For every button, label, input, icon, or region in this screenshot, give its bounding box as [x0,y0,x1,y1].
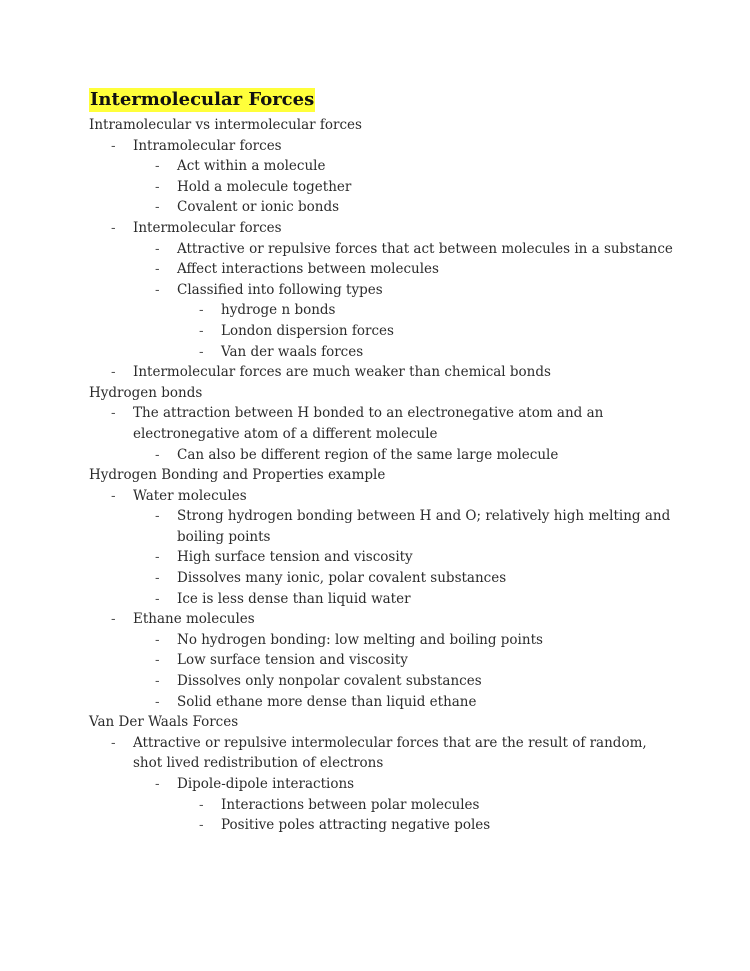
list-item [89,259,689,280]
list-item [89,506,689,547]
list-item [89,589,689,610]
list-item-text: Dipole-dipole interactions [177,776,355,792]
list-dash-bullet: - [155,652,160,669]
list-dash-bullet: - [111,364,116,381]
list-item-text: Van Der Waals Forces [89,714,239,731]
list-item-text: The attraction between H bonded to an electronegative atom and an electronegative atom of a different molecule [133,405,604,442]
list-item [89,218,689,239]
list-dash-bullet: - [155,158,160,175]
list-dash-bullet: - [111,487,116,504]
list-item-text: Intramolecular vs intermolecular forces [89,117,362,133]
list-dash-bullet: - [199,817,204,834]
list-dash-bullet: - [199,322,204,339]
list-dash-bullet: - [111,734,116,751]
list-dash-bullet: - [155,776,160,792]
list-item-text: Affect interactions between molecules [177,261,439,278]
list-item-text: Strong hydrogen bonding between H and O; relatively high melting and boiling points [177,508,671,545]
list-dash-bullet: - [155,240,160,257]
list-dash-bullet: - [111,405,116,422]
list-dash-bullet: - [155,178,160,195]
list-item [89,321,689,342]
list-item [89,733,689,774]
list-item-text: Intermolecular forces [133,219,282,236]
list-item-text: Intermolecular forces are much weaker than chemical bonds [133,364,551,381]
list-item-text: Hydrogen Bonding and Properties example [89,467,386,484]
list-item-text: Ice is less dense than liquid water [177,590,411,607]
section-heading [89,115,689,136]
list-item [89,300,689,321]
list-item-text: Classified into following types [177,281,383,298]
list-item [89,197,689,218]
list-item-text: Hold a molecule together [177,178,352,195]
list-item-text: No hydrogen bonding: low melting and boiling points [177,631,543,648]
list-item-text: Solid ethane more dense than liquid ethane [177,693,477,710]
list-dash-bullet: - [111,611,116,628]
list-dash-bullet: - [155,693,160,710]
list-item-text: Van der waals forces [221,343,364,360]
list-item [89,280,689,301]
list-item-text: Dissolves only nonpolar covalent substances [177,673,482,690]
list-dash-bullet: - [155,508,160,525]
list-dash-bullet: - [199,343,204,360]
list-item [89,239,689,260]
list-dash-bullet: - [199,302,204,319]
list-item [89,671,689,692]
list-item [89,815,689,836]
list-item [89,445,689,466]
outline-list [89,115,689,836]
list-item-text: Can also be different region of the same large molecule [177,446,559,463]
list-item [89,362,689,383]
page-title: Intermolecular Forces [90,89,315,110]
list-item [89,568,689,589]
list-item-text: Covalent or ionic bonds [177,199,340,216]
list-dash-bullet: - [155,631,160,648]
list-dash-bullet: - [155,281,160,298]
list-item [89,177,689,198]
list-item [89,630,689,651]
list-item-text: Attractive or repulsive intermolecular forces that are the result of random, shot lived redistribution of electrons [133,734,647,772]
list-item [89,795,689,816]
list-item-text: Hydrogen bonds [89,384,203,401]
list-item-text: Interactions between polar molecules [221,796,480,813]
list-dash-bullet: - [199,796,204,813]
list-item [89,156,689,177]
list-item-text: High surface tension and viscosity [177,549,413,566]
list-item [89,692,689,713]
list-dash-bullet: - [155,673,160,690]
list-item [89,342,689,363]
list-dash-bullet: - [155,549,160,566]
list-dash-bullet: - [111,219,116,236]
list-dash-bullet: - [155,199,160,216]
list-item-text: Attractive or repulsive forces that act between molecules in a substance [177,240,673,257]
list-item-text: Dissolves many ionic, polar covalent substances [177,570,507,587]
list-item [89,403,689,444]
list-item [89,547,689,568]
list-item [89,774,689,795]
list-item [89,650,689,671]
list-item-text: Positive poles attracting negative poles [221,817,491,834]
list-item-text: Water molecules [133,487,247,504]
list-item-text: Ethane molecules [133,611,255,628]
section-heading [89,712,689,733]
list-item-text: hydroge n bonds [221,302,336,319]
list-item-text: Low surface tension and viscosity [177,652,408,669]
list-dash-bullet: - [111,137,116,154]
list-item-text: Act within a molecule [177,158,326,175]
list-dash-bullet: - [155,261,160,278]
list-dash-bullet: - [155,590,160,607]
list-item [89,486,689,507]
list-dash-bullet: - [155,570,160,587]
section-heading [89,383,689,404]
list-item-text: London dispersion forces [221,322,394,339]
list-item [89,136,689,157]
list-item-text: Intramolecular forces [133,137,282,154]
section-heading [89,465,689,486]
list-dash-bullet: - [155,446,160,463]
list-item [89,609,689,630]
document-body [89,88,689,836]
